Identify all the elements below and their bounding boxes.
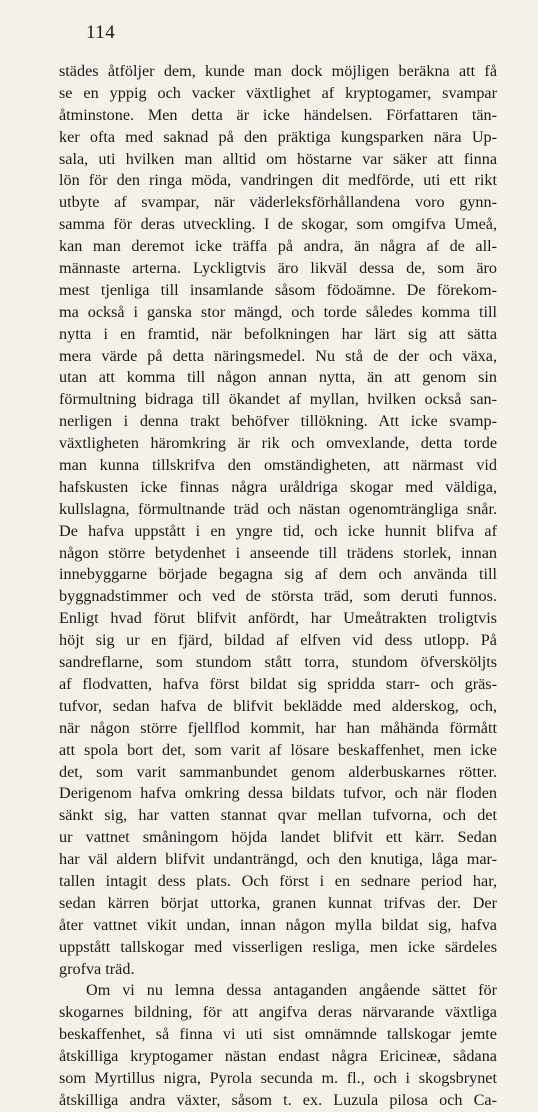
text-line: byggnadstimmer och ved de största träd, som deruti funnos. xyxy=(59,587,497,606)
text-line: det, som varit sammanbundet genom alderbuskarnes rötter. xyxy=(59,762,497,781)
text-line: nerligen i denna trakt behöfver tillökning. Att icke svamp- xyxy=(59,412,497,431)
text-line: höjt sig ur en fjärd, bildad af elfven vid dess utlopp. På xyxy=(59,631,497,650)
text-line: sandreflarne, som stundom stått torra, stundom öfversköljts xyxy=(59,653,497,672)
text-line: mest tjenliga till insamlande såsom födoämne. De förekom- xyxy=(59,280,497,299)
text-line: tallen intagit dess plats. Och först i en sednare period har, xyxy=(59,871,497,890)
text-line: sala, uti hvilken man alltid om höstarne var säker att finna xyxy=(59,149,497,168)
text-line: utan att komma till någon annan nytta, än att genom sin xyxy=(59,368,497,387)
text-line: städes åtföljer dem, kunde man dock möjligen beräkna att få xyxy=(59,62,497,80)
text-line: De hafva uppstått i en yngre tid, och icke hunnit blifva af xyxy=(59,521,497,540)
text-line: åtskilliga andra växter, såsom t. ex. Luzula pilosa och Ca- xyxy=(59,1090,497,1109)
page-number: 114 xyxy=(86,22,116,43)
text-line: skogarnes bildning, för att angifva deras närvarande växtliga xyxy=(59,1003,497,1022)
text-line: männaste arterna. Lyckligtvis äro likväl dessa de, som äro xyxy=(59,259,497,278)
text-line: Derigenom hafva omkring dessa bildats tufvor, och när floden xyxy=(59,784,497,803)
text-line: sänkt sig, har vatten stannat qvar mellan tufvorna, och det xyxy=(59,806,497,825)
body-text xyxy=(59,61,497,1112)
text-line: Enligt hvad förut blifvit anfördt, har Umeåtrakten troligtvis xyxy=(59,609,497,628)
paragraph-start-line: Om vi nu lemna dessa antaganden angående sättet för xyxy=(86,981,497,1000)
text-line: utbyte af svampar, när väderleksförhållandena voro gynn- xyxy=(59,193,497,212)
text-line: förmultning bidraga till ökandet af myllan, hvilken också san- xyxy=(59,390,497,409)
text-line: att spola bort det, som varit af lösare beskaffenhet, men icke xyxy=(59,740,497,759)
text-line: mera värde på detta näringsmedel. Nu stå de der och växa, xyxy=(59,346,497,365)
text-line: har väl aldern blifvit undanträngd, och den knutiga, låga mar- xyxy=(59,850,497,869)
paragraph-end-line: grofva träd. xyxy=(59,959,135,978)
text-line: ma också i ganska stor mängd, och torde således komma till xyxy=(59,302,497,321)
text-line: man kunna tillskrifva den omständigheten, att närmast vid xyxy=(59,456,497,475)
text-line: när någon större fjellflod kommit, har han måhända förmått xyxy=(59,718,497,737)
text-line: växtligheten häromkring är rik och omvexlande, detta torde xyxy=(59,434,497,453)
text-line: någon större betydenhet i anseende till trädens storlek, innan xyxy=(59,543,497,562)
text-line: se en yppig och vacker växtlighet af kryptogamer, svampar xyxy=(59,83,497,102)
text-line: af flodvatten, hafva först bildat sig spridda starr- och gräs- xyxy=(59,674,497,693)
text-line: lön för den ringa möda, vandringen dit medförde, uti ett rikt xyxy=(59,171,497,190)
text-line: hafskusten icke finnas några uråldriga skogar med väldiga, xyxy=(59,477,497,496)
text-line: kullslagna, förmultnande träd och nästan ogenomträngliga snår. xyxy=(59,499,497,518)
text-line: samma för deras utveckling. I de skogar, som omgifva Umeå, xyxy=(59,215,497,234)
text-line: tufvor, sedan hafva de blifvit beklädde med alderskog, och, xyxy=(59,696,497,715)
text-line: åtskilliga kryptogamer nästan endast några Ericineæ, sådana xyxy=(59,1047,497,1066)
text-line: ker ofta med saknad på den präktiga kungsparken nära Up- xyxy=(59,127,497,146)
text-line: innebyggarne började begagna sig af dem och använda till xyxy=(59,565,497,584)
text-line: åtminstone. Men detta är icke händelsen. Författaren tän- xyxy=(59,105,497,124)
text-line: åter vattnet vikit undan, innan någon mylla bildat sig, hafva xyxy=(59,915,497,934)
text-line: uppstått tallskogar med visserligen resliga, men icke särdeles xyxy=(59,937,497,956)
text-line: ur vattnet småningom höjda landet blifvit ett kärr. Sedan xyxy=(59,828,497,847)
text-line: beskaffenhet, så finna vi uti sist omnämnde tallskogar jemte xyxy=(59,1025,497,1044)
text-line: nytta i en framtid, när befolkningen har lärt sig att sätta xyxy=(59,324,497,343)
text-line: som Myrtillus nigra, Pyrola secunda m. fl., och i skogsbrynet xyxy=(59,1068,497,1087)
text-line: sedan kärren börjat uttorka, granen kunnat trifvas der. Der xyxy=(59,893,497,912)
text-line: kan man deremot icke träffa på andra, än några af de all- xyxy=(59,237,497,256)
